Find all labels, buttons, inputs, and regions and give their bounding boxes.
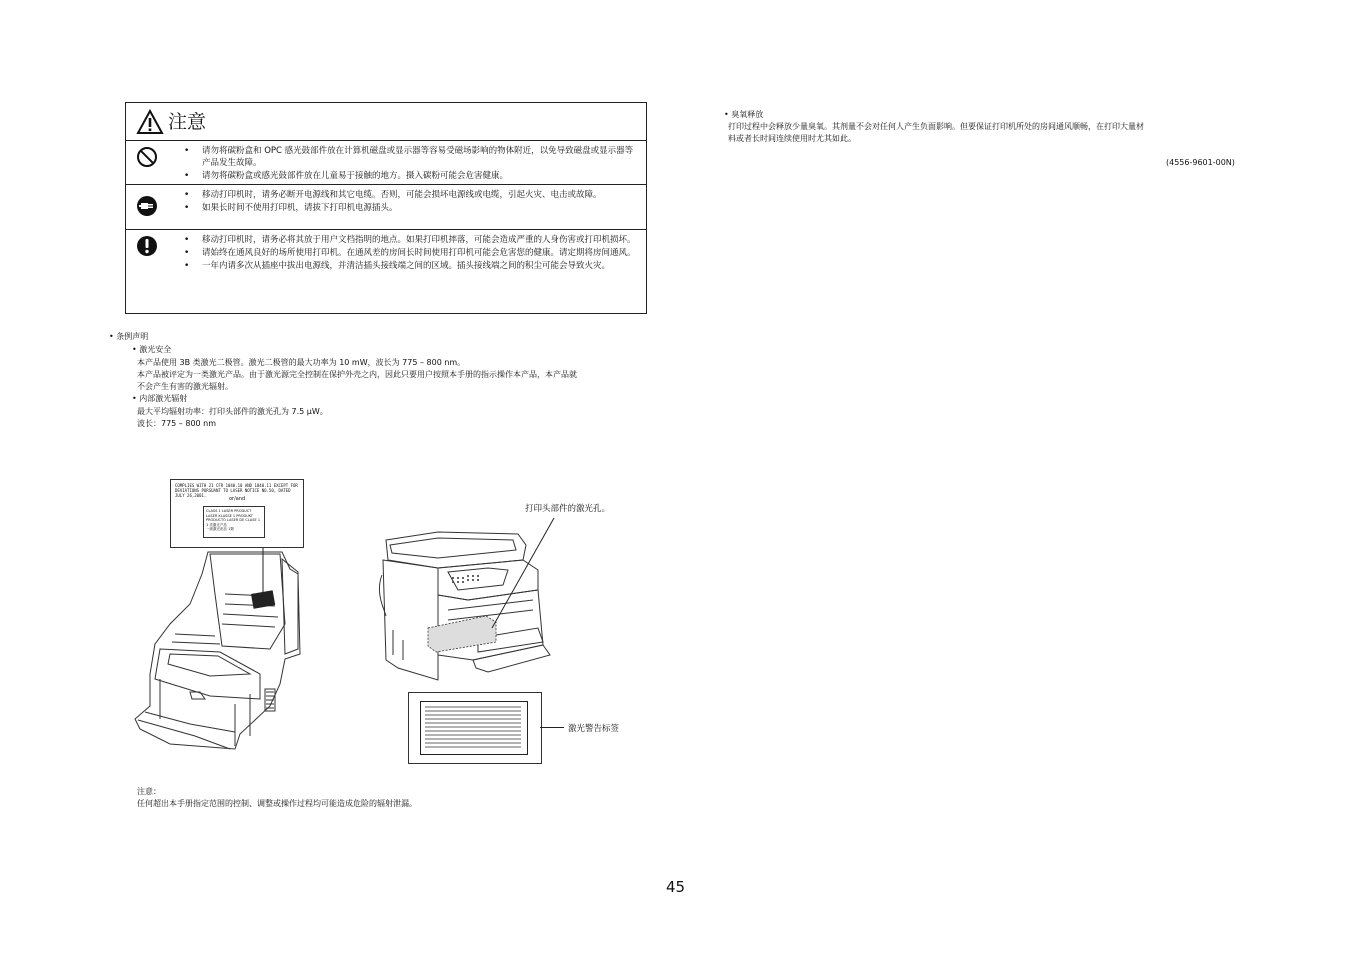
unplug-icon	[136, 195, 158, 217]
internal-laser-heading: • 内部激光辐射	[132, 394, 188, 403]
compliance-text: COMPLIES WITH 21 CFR 1040.10 AND 1040.11 EXCEPT FOR DEVIATIONS PURSUANT TO LASER NOTICE NO.50, DATED JULY 26,2001.	[175, 483, 298, 498]
certification-label-callout	[170, 479, 304, 548]
caution-row-mandatory	[126, 230, 646, 314]
caution-list	[184, 189, 639, 215]
document-code: (4556-9601-00N)	[1166, 158, 1235, 167]
note-heading: 注意：	[137, 787, 161, 796]
note-text: 任何超出本手册指定范围的控制、调整或操作过程均可能造成危险的辐射泄漏。	[137, 799, 417, 808]
list-item: • 如果长时间不使用打印机，请拔下打印机电源插头。	[184, 202, 639, 214]
ozone-heading: • 臭氧释放	[724, 110, 764, 119]
page-number: 45	[666, 878, 686, 896]
laser-warning-label	[420, 701, 528, 755]
caution-row-unplug	[126, 185, 646, 230]
list-item: • 请始终在通风良好的场所使用打印机。在通风差的房间长时间使用打印机可能会危害您的健康。请定期将房间通风。	[184, 247, 639, 259]
caution-header	[126, 103, 646, 141]
caution-list	[184, 145, 639, 183]
warning-triangle-icon	[136, 109, 164, 135]
list-item: • 移动打印机时，请务必断开电源线和其它电缆。否则，可能会损坏电源线或电缆，引起火灾、电击或故障。	[184, 189, 639, 201]
warning-label-lines	[421, 702, 526, 753]
list-item: • 请勿将碳粉盒或感光鼓部件放在儿童易于接触的地方。摄入碳粉可能会危害健康。	[184, 170, 639, 182]
warning-label-callout-label: 激光警告标签	[568, 724, 620, 734]
or-and-text: or/and	[229, 496, 246, 502]
caution-title: 注意	[168, 111, 207, 133]
laser-safety-heading: • 激光安全	[132, 345, 172, 354]
caution-row-prohibit	[126, 141, 646, 185]
list-item: • 移动打印机时，请务必将其放于用户文档指明的地点。如果打印机摔落，可能会造成严重的人身伤害或打印机损坏。	[184, 234, 639, 246]
list-item: • 请勿将碳粉盒和 OPC 感光鼓部件放在计算机磁盘或显示器等容易受磁场影响的物体附近，以免导致磁盘或显示器等产品发生故障。	[184, 145, 639, 169]
ozone-text: 打印过程中会释放少量臭氧。其剂量不会对任何人产生负面影响。但要保证打印机所处的房间通风顺畅，在打印大量材 料或者长时间连续使用时尤其如此。	[728, 122, 1144, 143]
caution-box	[125, 102, 647, 314]
mandatory-icon	[136, 235, 158, 257]
aperture-callout-label: 打印头部件的激光孔。	[525, 504, 611, 514]
warning-label-callout	[408, 692, 542, 764]
prohibition-icon	[136, 146, 158, 168]
list-item: • 一年内请多次从插座中拔出电源线，并清洁插头接线端之间的区域。插头接线端之间的积尘可能会导致火灾。	[184, 260, 639, 272]
laser-safety-text: 本产品使用 3B 类激光二极管。激光二极管的最大功率为 10 mW，波长为 775 – 800 nm。 本产品被评定为一类激光产品。由于激光源完全控制在保护外壳之内，因此只要用户按照本手册的指示操作本产品，本产品就 不会产生有害的激光辐射。	[137, 358, 577, 391]
caution-list	[184, 234, 639, 273]
class-1-label: CLASS 1 LASER PRODUCT LASER KLASSE 1 PRODUKT PRODUCTO LASER DE CLASE 1 1 类激光产品 一級激光産品 1類	[203, 506, 265, 538]
warning-label-callout-line	[540, 727, 564, 728]
regulations-heading: • 条例声明	[109, 332, 149, 341]
aperture-callout-line	[470, 515, 560, 635]
internal-laser-text: 最大平均辐射功率：打印头部件的激光孔为 7.5 μW。 波长：775 – 800 nm	[137, 407, 328, 428]
